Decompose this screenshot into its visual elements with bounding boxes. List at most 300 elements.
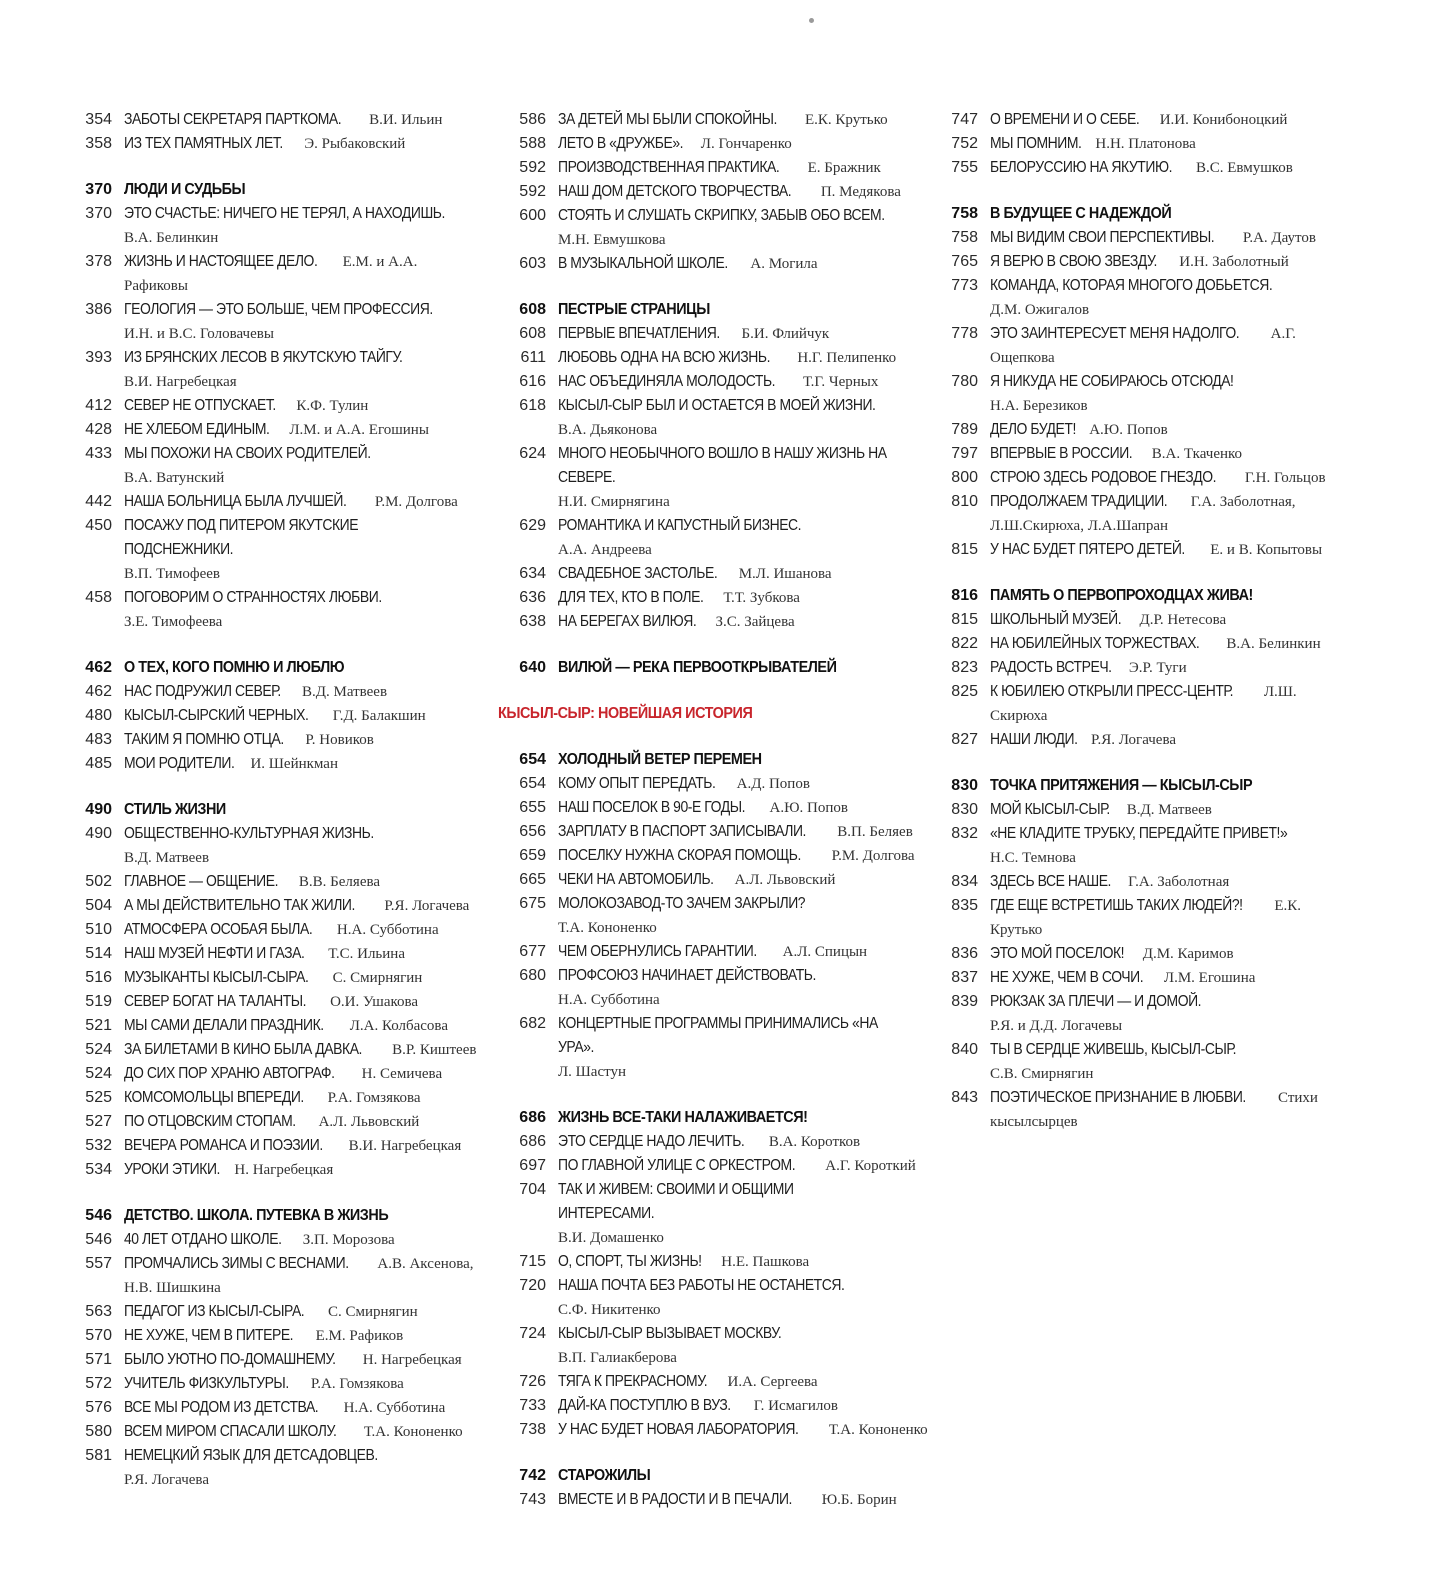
toc-entry [930, 680, 1350, 728]
section-title: О ТЕХ, КОГО ПОМНЮ И ЛЮБЛЮ [124, 659, 345, 676]
entry-title: НА ЮБИЛЕЙНЫХ ТОРЖЕСТВАХ. [990, 635, 1200, 652]
entry-title: ГЕОЛОГИЯ — ЭТО БОЛЬШЕ, ЧЕМ ПРОФЕССИЯ. [124, 301, 433, 318]
toc-entry [498, 180, 928, 204]
section-page-number: 490 [85, 801, 112, 818]
entry-author: Л. Шастун [558, 1064, 627, 1080]
entry-title: КЫСЫЛ-СЫРСКИЙ ЧЕРНЫХ. [124, 707, 309, 724]
entry-page-number: 524 [85, 1065, 112, 1082]
entry-author: В.А. Белинкин [124, 230, 219, 246]
entry-page-number: 738 [519, 1421, 546, 1438]
entry-author: В.П. Беляев [837, 824, 913, 840]
entry-author: Е.М. и А.А. Рафиковы [124, 254, 418, 294]
entry-title: ДЕЛО БУДЕТ! [990, 421, 1076, 438]
entry-title: НАШ МУЗЕЙ НЕФТИ И ГАЗА. [124, 945, 305, 962]
entry-title: РОМАНТИКА И КАПУСТНЫЙ БИЗНЕС. [558, 517, 802, 534]
toc-entry [930, 322, 1350, 370]
entry-author: В.И. Нагребецкая [348, 1138, 462, 1154]
entry-author: Д.М. Каримов [1142, 946, 1234, 962]
entry-page-number: 832 [951, 825, 978, 842]
entry-title: НА БЕРЕГАХ ВИЛЮЯ. [558, 613, 697, 630]
toc-entry [498, 562, 928, 586]
toc-entry [930, 942, 1350, 966]
entry-page-number: 656 [519, 823, 546, 840]
section-page-number: 462 [85, 659, 112, 676]
section-page-number: 608 [519, 301, 546, 318]
toc-entry [62, 1372, 482, 1396]
entry-author: Н.А. Субботина [336, 922, 439, 938]
toc-entry [930, 226, 1350, 250]
entry-author: С. Смирнягин [332, 970, 423, 986]
entry-title: КОНЦЕРТНЫЕ ПРОГРАММЫ ПРИНИМАЛИСЬ «НА УРА». [558, 1015, 878, 1056]
entry-title: ДО СИХ ПОР ХРАНЮ АВТОГРАФ. [124, 1065, 335, 1082]
toc-entry [498, 132, 928, 156]
entry-page-number: 682 [519, 1015, 546, 1032]
entry-author: В.А. Дьяконова [558, 422, 658, 438]
toc-entry [498, 346, 928, 370]
toc-entry [930, 656, 1350, 680]
entry-page-number: 724 [519, 1325, 546, 1342]
toc-entry [930, 466, 1350, 490]
entry-page-number: 677 [519, 943, 546, 960]
entry-author: С.Ф. Никитенко [558, 1302, 661, 1318]
entry-title: ТАК И ЖИВЕМ: СВОИМИ И ОБЩИМИ ИНТЕРЕСАМИ. [558, 1181, 794, 1222]
entry-author: А. Могила [750, 256, 818, 272]
toc-entry [498, 1130, 928, 1154]
entry-page-number: 616 [519, 373, 546, 390]
entry-page-number: 697 [519, 1157, 546, 1174]
entry-page-number: 514 [85, 945, 112, 962]
entry-title: НАША ПОЧТА БЕЗ РАБОТЫ НЕ ОСТАНЕТСЯ. [558, 1277, 845, 1294]
entry-page-number: 789 [951, 421, 978, 438]
entry-title: ЗАБОТЫ СЕКРЕТАРЯ ПАРТКОМА. [124, 111, 342, 128]
toc-entry [498, 940, 928, 964]
entry-author: Н. Нагребецкая [362, 1352, 462, 1368]
section-heading [498, 298, 928, 322]
entry-title: КЫСЫЛ-СЫР БЫЛ И ОСТАЕТСЯ В МОЕЙ ЖИЗНИ. [558, 397, 876, 414]
entry-title: ДЛЯ ТЕХ, КТО В ПОЛЕ. [558, 589, 704, 606]
entry-page-number: 743 [519, 1491, 546, 1508]
entry-page-number: 629 [519, 517, 546, 534]
entry-author: Е.К. Крутько [990, 898, 1302, 938]
entry-title: ПРОМЧАЛИСЬ ЗИМЫ С ВЕСНАМИ. [124, 1255, 349, 1272]
entry-author: Т.Г. Черных [802, 374, 879, 390]
entry-page-number: 524 [85, 1041, 112, 1058]
entry-page-number: 580 [85, 1423, 112, 1440]
section-title: ПЕСТРЫЕ СТРАНИЦЫ [558, 301, 710, 318]
entry-author: В.П. Галиакберова [558, 1350, 677, 1366]
entry-page-number: 442 [85, 493, 112, 510]
toc-entry [62, 1324, 482, 1348]
entry-title: Я ВЕРЮ В СВОЮ ЗВЕЗДУ. [990, 253, 1157, 270]
entry-author: А.Л. Спицын [782, 944, 868, 960]
entry-author: П. Медякова [820, 184, 901, 200]
entry-title: В МУЗЫКАЛЬНОЙ ШКОЛЕ. [558, 255, 728, 272]
entry-author: Н.Г. Пелипенко [797, 350, 897, 366]
section-heading [498, 1464, 928, 1488]
toc-entry [62, 394, 482, 418]
section-heading [62, 178, 482, 202]
toc-entry [930, 1038, 1350, 1086]
entry-title: НЕМЕЦКИЙ ЯЗЫК ДЛЯ ДЕТСАДОВЦЕВ. [124, 1447, 378, 1464]
entry-page-number: 592 [519, 183, 546, 200]
entry-title: О ВРЕМЕНИ И О СЕБЕ. [990, 111, 1140, 128]
entry-page-number: 527 [85, 1113, 112, 1130]
toc-entry [62, 202, 482, 250]
entry-page-number: 571 [85, 1351, 112, 1368]
entry-page-number: 532 [85, 1137, 112, 1154]
entry-title: НЕ ХЛЕБОМ ЕДИНЫМ. [124, 421, 270, 438]
toc-entry [498, 1274, 928, 1322]
section-heading [498, 748, 928, 772]
toc-column-1 [62, 108, 482, 1492]
toc-entry [930, 538, 1350, 562]
toc-entry [930, 966, 1350, 990]
entry-author: С. Смирнягин [328, 1304, 418, 1320]
toc-entry [62, 918, 482, 942]
entry-author: Н.Н. Платонова [1095, 136, 1196, 152]
toc-entry [498, 964, 928, 1012]
entry-title: ЛЮБОВЬ ОДНА НА ВСЮ ЖИЗНЬ. [558, 349, 771, 366]
entry-page-number: 608 [519, 325, 546, 342]
section-page-number: 742 [519, 1467, 546, 1484]
entry-title: МЫ ПОМНИМ. [990, 135, 1082, 152]
entry-page-number: 815 [951, 541, 978, 558]
entry-page-number: 546 [85, 1231, 112, 1248]
entry-author: Р.Я. Логачева [124, 1472, 209, 1488]
entry-page-number: 758 [951, 229, 978, 246]
entry-author: Т.Т. Зубкова [723, 590, 800, 606]
entry-page-number: 830 [951, 801, 978, 818]
toc-entry [930, 156, 1350, 180]
entry-author: З.П. Морозова [302, 1232, 395, 1248]
section-heading [62, 1204, 482, 1228]
toc-entry [930, 728, 1350, 752]
entry-page-number: 834 [951, 873, 978, 890]
entry-page-number: 659 [519, 847, 546, 864]
entry-page-number: 603 [519, 255, 546, 272]
section-heading [930, 774, 1350, 798]
entry-page-number: 800 [951, 469, 978, 486]
section-page-number: 816 [951, 587, 978, 604]
entry-title: АТМОСФЕРА ОСОБАЯ БЫЛА. [124, 921, 313, 938]
entry-author: Е. и В. Копытовы [1210, 542, 1323, 558]
entry-title: МОЛОКОЗАВОД-ТО ЗАЧЕМ ЗАКРЫЛИ? [558, 895, 806, 912]
toc-entry [62, 1348, 482, 1372]
entry-title: КЫСЫЛ-СЫР ВЫЗЫВАЕТ МОСКВУ. [558, 1325, 782, 1342]
toc-entry [62, 1134, 482, 1158]
toc-entry [62, 870, 482, 894]
toc-entry [62, 490, 482, 514]
entry-author: В.Д. Матвеев [302, 684, 388, 700]
entry-author: Б.И. Флийчук [741, 326, 830, 342]
entry-title: УРОКИ ЭТИКИ. [124, 1161, 220, 1178]
entry-title: НАША БОЛЬНИЦА БЫЛА ЛУЧШЕЙ. [124, 493, 347, 510]
toc-entry [498, 772, 928, 796]
entry-title: ТЫ В СЕРДЦЕ ЖИВЕШЬ, КЫСЫЛ-СЫР. [990, 1041, 1237, 1058]
section-title: ТОЧКА ПРИТЯЖЕНИЯ — КЫСЫЛ-СЫР [990, 777, 1253, 794]
entry-title: СТРОЮ ЗДЕСЬ РОДОВОЕ ГНЕЗДО. [990, 469, 1217, 486]
entry-author: И.А. Сергеева [727, 1374, 818, 1390]
entry-title: ВЕЧЕРА РОМАНСА И ПОЭЗИИ. [124, 1137, 323, 1154]
toc-entry [498, 868, 928, 892]
toc-entry [930, 250, 1350, 274]
section-title: СТАРОЖИЛЫ [558, 1467, 651, 1484]
entry-page-number: 778 [951, 325, 978, 342]
entry-author: Р.Я. Логачева [1091, 732, 1177, 748]
entry-page-number: 655 [519, 799, 546, 816]
toc-entry [498, 322, 928, 346]
section-title: ЛЮДИ И СУДЬБЫ [124, 181, 246, 198]
entry-title: ТАКИМ Я ПОМНЮ ОТЦА. [124, 731, 284, 748]
entry-title: К ЮБИЛЕЮ ОТКРЫЛИ ПРЕСС-ЦЕНТР. [990, 683, 1234, 700]
toc-entry [62, 298, 482, 346]
entry-title: ЗА БИЛЕТАМИ В КИНО БЫЛА ДАВКА. [124, 1041, 362, 1058]
entry-author: Н.И. Смирнягина [558, 494, 670, 510]
entry-title: У НАС БУДЕТ НОВАЯ ЛАБОРАТОРИЯ. [558, 1421, 799, 1438]
entry-title: УЧИТЕЛЬ ФИЗКУЛЬТУРЫ. [124, 1375, 289, 1392]
entry-page-number: 624 [519, 445, 546, 462]
toc-entry [930, 870, 1350, 894]
entry-author: А.В. Аксенова, Н.В. Шишкина [124, 1256, 474, 1296]
toc-entry [62, 108, 482, 132]
entry-page-number: 755 [951, 159, 978, 176]
toc-entry [498, 796, 928, 820]
toc-entry [930, 894, 1350, 942]
entry-author: Е.К. Крутько [804, 112, 888, 128]
entry-title: КОМАНДА, КОТОРАЯ МНОГОГО ДОБЬЕТСЯ. [990, 277, 1273, 294]
entry-page-number: 516 [85, 969, 112, 986]
section-page-number: 640 [519, 659, 546, 676]
entry-author: Э.Р. Туги [1128, 660, 1187, 676]
entry-author: Н.С. Темнова [990, 850, 1076, 866]
toc-entry [498, 156, 928, 180]
entry-title: ИЗ БРЯНСКИХ ЛЕСОВ В ЯКУТСКУЮ ТАЙГУ. [124, 349, 403, 366]
entry-author: Ю.Б. Борин [821, 1492, 897, 1508]
section-page-number: 654 [519, 751, 546, 768]
toc-column-3 [930, 108, 1350, 1134]
toc-entry [498, 1154, 928, 1178]
entry-title: МНОГО НЕОБЫЧНОГО ВОШЛО В НАШУ ЖИЗНЬ НА СЕВЕРЕ. [558, 445, 887, 486]
section-page-number: 830 [951, 777, 978, 794]
toc-entry [498, 442, 928, 514]
entry-author: Л.М. Егошина [1163, 970, 1256, 986]
entry-page-number: 428 [85, 421, 112, 438]
entry-title: ИЗ ТЕХ ПАМЯТНЫХ ЛЕТ. [124, 135, 283, 152]
section-heading [498, 1106, 928, 1130]
entry-author: Л.Ш. Скирюха [990, 684, 1297, 724]
entry-author: В.И. Нагребецкая [124, 374, 237, 390]
entry-title: ЧЕМ ОБЕРНУЛИСЬ ГАРАНТИИ. [558, 943, 757, 960]
entry-title: ЧЕКИ НА АВТОМОБИЛЬ. [558, 871, 714, 888]
entry-author: Г.Д. Балакшин [332, 708, 426, 724]
entry-author: М.Л. Ишанова [738, 566, 832, 582]
toc-entry [498, 108, 928, 132]
toc-entry [62, 704, 482, 728]
entry-title: ТЯГА К ПРЕКРАСНОМУ. [558, 1373, 708, 1390]
entry-page-number: 521 [85, 1017, 112, 1034]
toc-entry [498, 844, 928, 868]
entry-title: ПРОДОЛЖАЕМ ТРАДИЦИИ. [990, 493, 1168, 510]
entry-title: ЭТО ЗАИНТЕРЕСУЕТ МЕНЯ НАДОЛГО. [990, 325, 1240, 342]
entry-page-number: 835 [951, 897, 978, 914]
toc-entry [498, 820, 928, 844]
entry-page-number: 680 [519, 967, 546, 984]
entry-page-number: 827 [951, 731, 978, 748]
entry-page-number: 600 [519, 207, 546, 224]
entry-author: Р.М. Долгова [831, 848, 915, 864]
entry-page-number: 433 [85, 445, 112, 462]
entry-title: У НАС БУДЕТ ПЯТЕРО ДЕТЕЙ. [990, 541, 1185, 558]
entry-author: В.И. Ильин [369, 112, 443, 128]
entry-title: БЫЛО УЮТНО ПО-ДОМАШНЕМУ. [124, 1351, 336, 1368]
entry-page-number: 636 [519, 589, 546, 606]
entry-author: Стихи кысылсырцев [990, 1090, 1318, 1130]
toc-entry [62, 250, 482, 298]
entry-title: ШКОЛЬНЫЙ МУЗЕЙ. [990, 611, 1122, 628]
toc-entry [498, 1322, 928, 1370]
toc-entry [498, 1012, 928, 1084]
entry-page-number: 618 [519, 397, 546, 414]
section-page-number: 546 [85, 1207, 112, 1224]
section-title: СТИЛЬ ЖИЗНИ [124, 801, 226, 818]
entry-title: НЕ ХУЖЕ, ЧЕМ В СОЧИ. [990, 969, 1144, 986]
entry-page-number: 557 [85, 1255, 112, 1272]
toc-entry [930, 418, 1350, 442]
entry-author: Д.Р. Нетесова [1139, 612, 1227, 628]
entry-title: МЫ ПОХОЖИ НА СВОИХ РОДИТЕЛЕЙ. [124, 445, 371, 462]
toc-entry [930, 608, 1350, 632]
toc-entry [498, 892, 928, 940]
toc-entry [62, 990, 482, 1014]
entry-title: КОМСОМОЛЬЦЫ ВПЕРЕДИ. [124, 1089, 304, 1106]
entry-page-number: 840 [951, 1041, 978, 1058]
entry-author: Р.Я. Логачева [384, 898, 470, 914]
toc-entry [62, 942, 482, 966]
entry-page-number: 611 [520, 349, 546, 366]
entry-author: Т.А. Кононенко [828, 1422, 928, 1438]
entry-title: БЕЛОРУССИЮ НА ЯКУТИЮ. [990, 159, 1173, 176]
entry-page-number: 675 [519, 895, 546, 912]
toc-entry [498, 1418, 928, 1442]
entry-page-number: 752 [951, 135, 978, 152]
toc-entry [62, 894, 482, 918]
entry-page-number: 462 [85, 683, 112, 700]
entry-author: В.Д. Матвеев [1126, 802, 1212, 818]
toc-entry [930, 370, 1350, 418]
toc-entry [62, 132, 482, 156]
entry-author: Н.А. Березиков [990, 398, 1088, 414]
entry-author: И.Н. Заболотный [1179, 254, 1289, 270]
entry-title: НАШ ДОМ ДЕТСКОГО ТВОРЧЕСТВА. [558, 183, 792, 200]
entry-author: Л.М. и А.А. Егошины [289, 422, 429, 438]
entry-title: ЗАРПЛАТУ В ПАСПОРТ ЗАПИСЫВАЛИ. [558, 823, 806, 840]
entry-author: С.В. Смирнягин [990, 1066, 1094, 1082]
section-heading [930, 584, 1350, 608]
toc-entry [62, 514, 482, 586]
entry-title: НАШ ПОСЕЛОК В 90-Е ГОДЫ. [558, 799, 746, 816]
section-page-number: 686 [519, 1109, 546, 1126]
toc-entry [62, 1014, 482, 1038]
section-title: ХОЛОДНЫЙ ВЕТЕР ПЕРЕМЕН [558, 751, 762, 768]
section-page-number: 758 [951, 205, 978, 222]
entry-author: А.Г. Короткий [825, 1158, 916, 1174]
entry-author: Р.А. Даутов [1242, 230, 1316, 246]
entry-page-number: 747 [951, 111, 978, 128]
entry-author: Р.Я. и Д.Д. Логачевы [990, 1018, 1123, 1034]
toc-entry [498, 394, 928, 442]
toc-entry [498, 1250, 928, 1274]
toc-entry [498, 610, 928, 634]
entry-page-number: 773 [951, 277, 978, 294]
entry-author: А.Г. Ощепкова [990, 326, 1296, 366]
toc-entry [498, 1488, 928, 1512]
page-mark-dot [809, 18, 814, 23]
entry-author: В.И. Домашенко [558, 1230, 664, 1246]
toc-entry [62, 1420, 482, 1444]
toc-entry [498, 1178, 928, 1250]
entry-page-number: 393 [85, 349, 112, 366]
entry-title: МОИ РОДИТЕЛИ. [124, 755, 235, 772]
entry-title: «НЕ КЛАДИТЕ ТРУБКУ, ПЕРЕДАЙТЕ ПРИВЕТ!» [990, 825, 1288, 842]
entry-page-number: 765 [951, 253, 978, 270]
entry-author: В.А. Белинкин [1226, 636, 1321, 652]
entry-title: ЗА ДЕТЕЙ МЫ БЫЛИ СПОКОЙНЫ. [558, 111, 777, 128]
entry-page-number: 704 [519, 1181, 546, 1198]
entry-title: ЖИЗНЬ И НАСТОЯЩЕЕ ДЕЛО. [124, 253, 318, 270]
entry-page-number: 534 [85, 1161, 112, 1178]
entry-author: Н.А. Субботина [558, 992, 660, 1008]
entry-title: НАШИ ЛЮДИ. [990, 731, 1078, 748]
entry-author: Н. Семичева [361, 1066, 443, 1082]
entry-author: В.В. Беляева [298, 874, 381, 890]
entry-page-number: 715 [519, 1253, 546, 1270]
toc-entry [62, 1228, 482, 1252]
entry-page-number: 825 [951, 683, 978, 700]
toc-entry [498, 1370, 928, 1394]
toc-entry [930, 990, 1350, 1038]
entry-page-number: 480 [85, 707, 112, 724]
entry-page-number: 354 [85, 111, 112, 128]
entry-page-number: 490 [85, 825, 112, 842]
entry-page-number: 592 [519, 159, 546, 176]
entry-page-number: 837 [951, 969, 978, 986]
toc-entry [930, 108, 1350, 132]
entry-title: МУЗЫКАНТЫ КЫСЫЛ-СЫРА. [124, 969, 309, 986]
entry-title: ВСЕМ МИРОМ СПАСАЛИ ШКОЛУ. [124, 1423, 337, 1440]
toc-entry [62, 1158, 482, 1182]
toc-entry [62, 1062, 482, 1086]
toc-entry [62, 1038, 482, 1062]
entry-page-number: 570 [85, 1327, 112, 1344]
toc-entry [62, 680, 482, 704]
entry-author: Э. Рыбаковский [304, 136, 406, 152]
section-title: В БУДУЩЕЕ С НАДЕЖДОЙ [990, 205, 1172, 222]
entry-title: ПРОФСОЮЗ НАЧИНАЕТ ДЕЙСТВОВАТЬ. [558, 967, 816, 984]
entry-author: Р.М. Долгова [374, 494, 458, 510]
entry-page-number: 797 [951, 445, 978, 462]
entry-title: ОБЩЕСТВЕННО-КУЛЬТУРНАЯ ЖИЗНЬ. [124, 825, 374, 842]
entry-page-number: 839 [951, 993, 978, 1010]
entry-page-number: 576 [85, 1399, 112, 1416]
entry-title: СВАДЕБНОЕ ЗАСТОЛЬЕ. [558, 565, 718, 582]
toc-entry [62, 752, 482, 776]
entry-author: А.Д. Попов [736, 776, 810, 792]
entry-author: В.П. Тимофеев [124, 566, 221, 582]
entry-title: МОЙ КЫСЫЛ-СЫР. [990, 801, 1110, 818]
entry-page-number: 733 [519, 1397, 546, 1414]
entry-author: Е. Бражник [807, 160, 881, 176]
entry-title: ПОГОВОРИМ О СТРАННОСТЯХ ЛЮБВИ. [124, 589, 382, 606]
